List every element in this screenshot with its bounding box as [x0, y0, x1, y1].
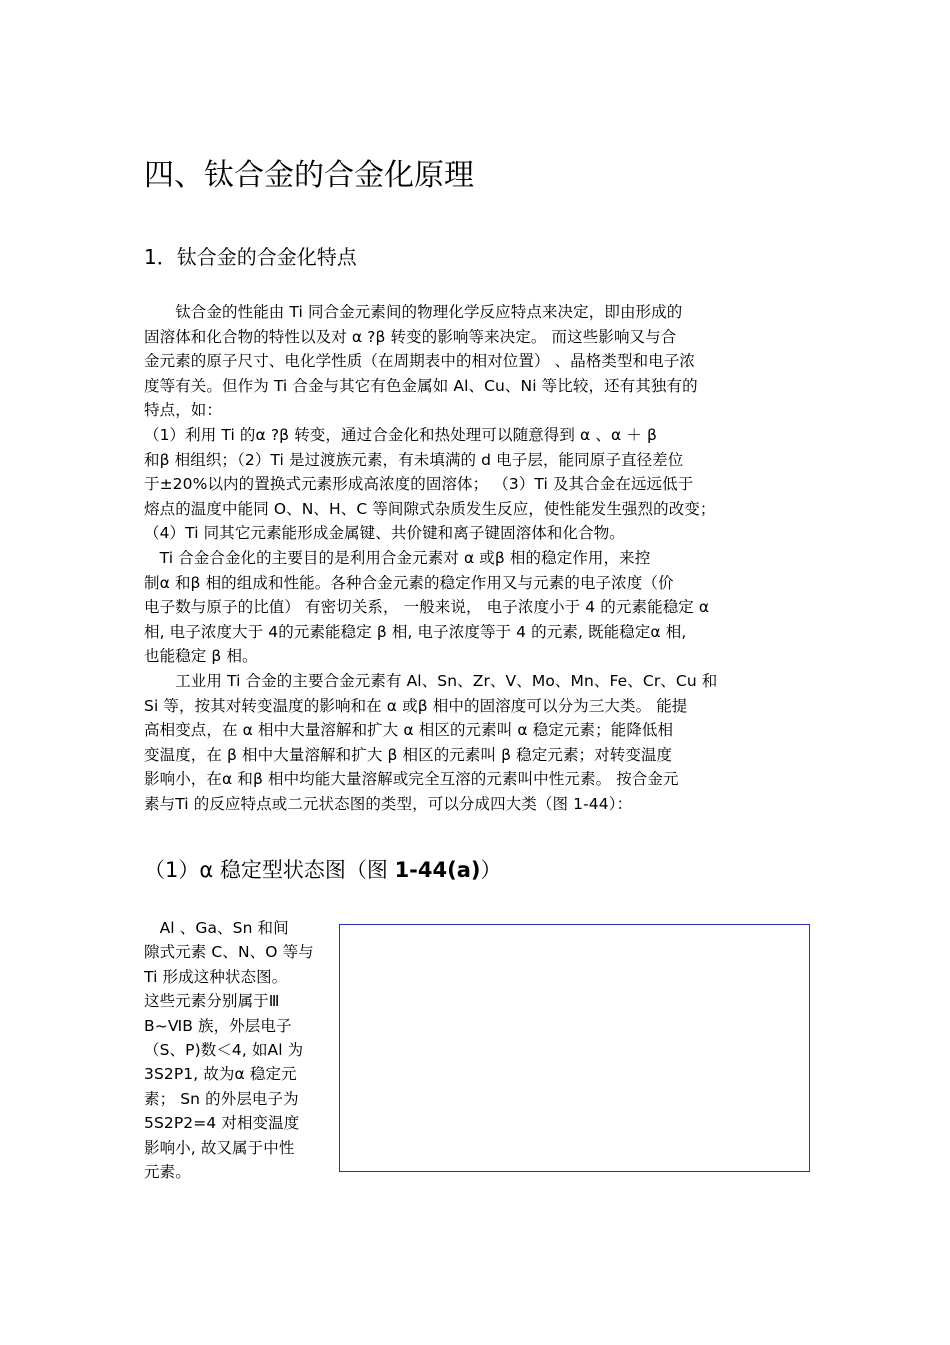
side-line: 元素。	[144, 1163, 191, 1182]
body-line: Ti 合金合金化的主要目的是利用合金元素对 α 或β 相的稳定作用，来控	[144, 548, 651, 567]
body-line: 电子数与原子的比值） 有密切关系， 一般来说， 电子浓度小于 4 的元素能稳定 α	[144, 598, 710, 617]
body-line: 影响小，在α 和β 相中均能大量溶解或完全互溶的元素叫中性元素。 按合金元	[144, 770, 679, 789]
section-heading	[144, 855, 501, 885]
side-line: 素； Sn 的外层电子为	[144, 1089, 299, 1108]
section-heading-suffix: ）	[480, 858, 502, 882]
body-line: 制α 和β 相的组成和性能。各种合金元素的稳定作用又与元素的电子浓度（价	[144, 573, 674, 592]
body-line: 金元素的原子尺寸、电化学性质（在周期表中的相对位置） 、晶格类型和电子浓	[144, 352, 696, 371]
body-line: 钛合金的性能由 Ti 同合金元素间的物理化学反应特点来决定，即由形成的	[144, 303, 683, 321]
side-line: Al 、Ga、Sn 和间	[144, 919, 289, 937]
side-line: 影响小, 故又属于中性	[144, 1138, 295, 1157]
side-paragraph	[144, 916, 334, 1184]
body-line: 特点，如：	[144, 401, 223, 420]
side-line: 3S2P1, 故为α 稳定元	[144, 1065, 297, 1084]
body-line: 工业用 Ti 合金的主要合金元素有 Al、Sn、Zr、V、Mo、Mn、Fe、Cr、Cu 和	[144, 671, 718, 690]
body-line: Si 等，按其对转变温度的影响和在 α 或β 相中的固溶度可以分为三大类。 能提	[144, 696, 688, 715]
side-line: B~ⅥB 族，外层电子	[144, 1016, 292, 1035]
body-line: 熔点的温度中能同 O、N、H、C 等间隙式杂质发生反应，使性能发生强烈的改变；	[144, 499, 716, 518]
side-line: Ti 形成这种状态图。	[144, 967, 288, 986]
body-line: （4）Ti 同其它元素能形成金属键、共价键和离子键固溶体和化合物。	[144, 524, 625, 543]
section-subtitle: 1．钛合金的合金化特点	[144, 245, 357, 269]
body-paragraphs	[144, 300, 814, 816]
section-heading-prefix: （1）α 稳定型状态图（图	[144, 858, 395, 882]
body-line: 和β 相组织；（2）Ti 是过渡族元素，有未填满的 d 电子层，能同原子直径差位	[144, 450, 684, 469]
body-line: 高相变点，在 α 相中大量溶解和扩大 α 相区的元素叫 α 稳定元素；能降低相	[144, 721, 674, 740]
body-line: 相, 电子浓度大于 4的元素能稳定 β 相, 电子浓度等于 4 的元素, 既能稳定α 相,	[144, 622, 687, 641]
side-line: 5S2P2=4 对相变温度	[144, 1114, 300, 1133]
figure-reference: 1-44(a)	[394, 858, 481, 882]
body-line: （1）利用 Ti 的α ?β 转变，通过合金化和热处理可以随意得到 α 、α ＋ β	[144, 425, 657, 444]
body-line: 也能稳定 β 相。	[144, 647, 258, 666]
body-line: 于±20%以内的置换式元素形成高浓度的固溶体； （3）Ti 及其合金在远远低于	[144, 475, 694, 494]
body-line: 度等有关。但作为 Ti 合金与其它有色金属如 Al、Cu、Ni 等比较，还有其独有的	[144, 376, 698, 395]
page-title: 四、钛合金的合金化原理	[144, 158, 474, 193]
figure-placeholder	[339, 924, 810, 1172]
body-line: 素与Ti 的反应特点或二元状态图的类型，可以分成四大类（图 1-44）：	[144, 794, 633, 813]
body-line: 变温度，在 β 相中大量溶解和扩大 β 相区的元素叫 β 稳定元素；对转变温度	[144, 745, 673, 764]
side-line: 隙式元素 C、N、O 等与	[144, 943, 314, 962]
body-line: 固溶体和化合物的特性以及对 α ?β 转变的影响等来决定。 而这些影响又与合	[144, 327, 677, 346]
side-line: （S、P)数＜4, 如Al 为	[144, 1041, 304, 1060]
side-line: 这些元素分别属于Ⅲ	[144, 992, 280, 1011]
